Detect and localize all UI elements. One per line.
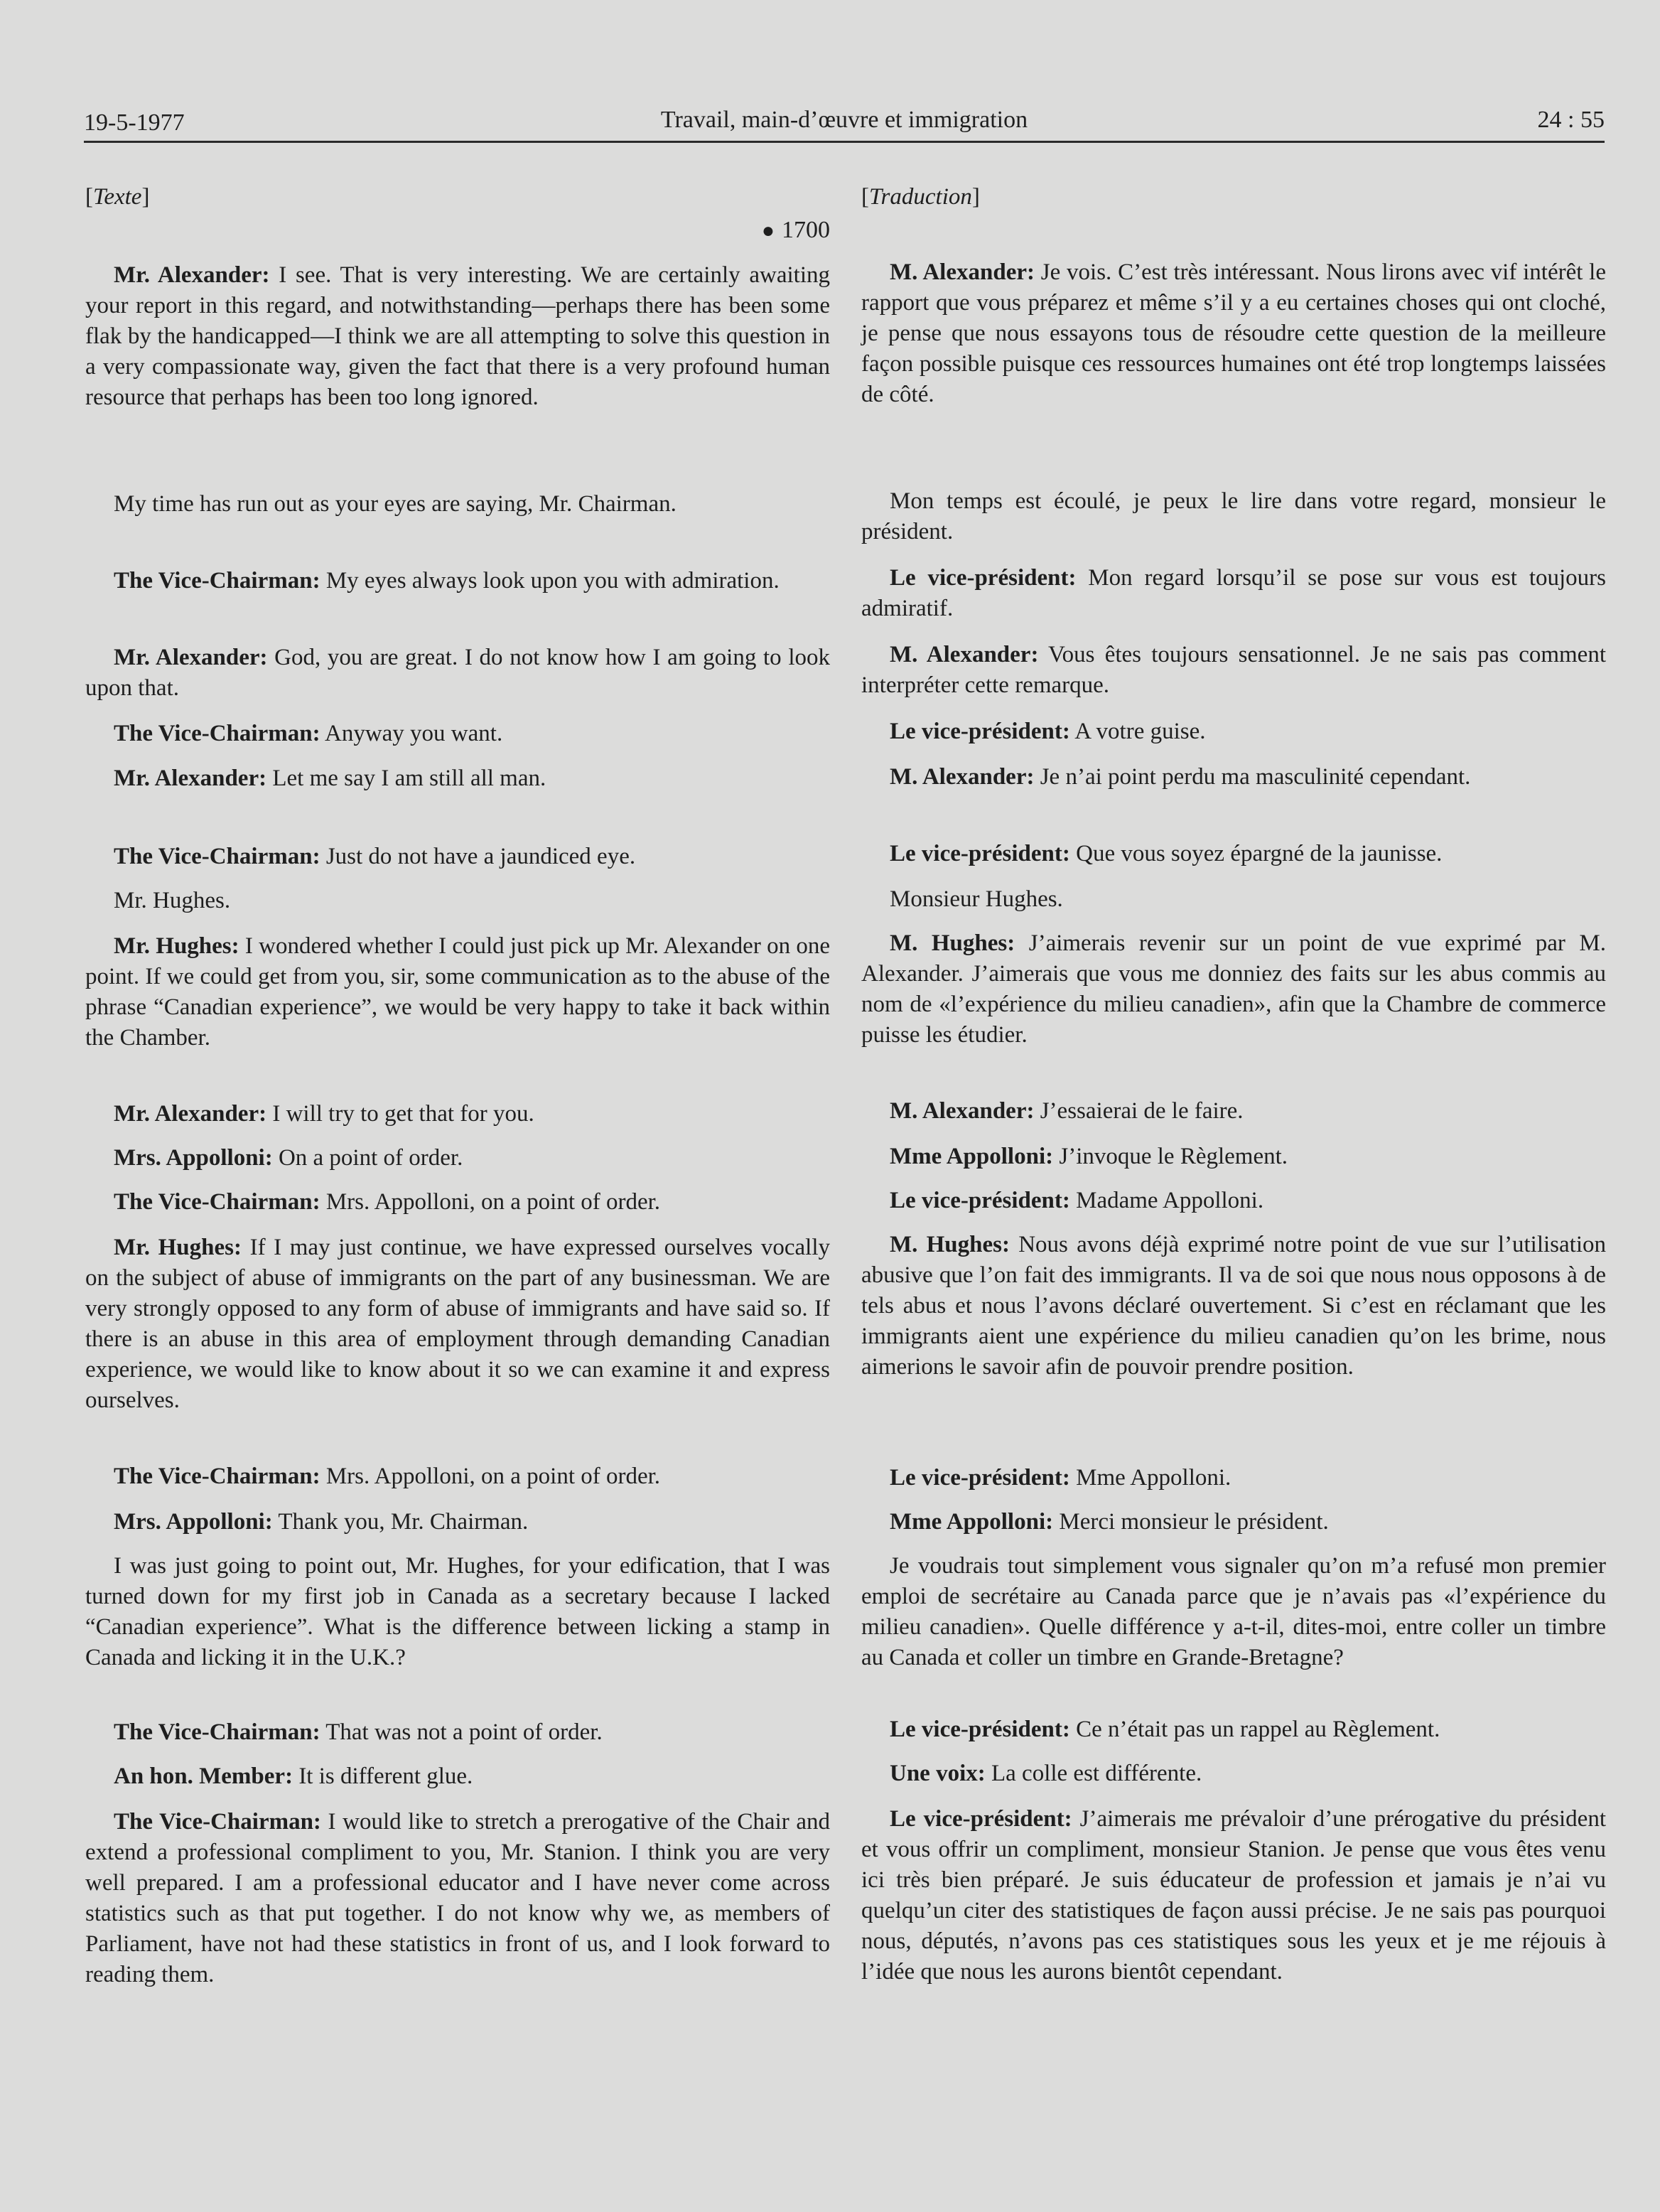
paragraph: [85, 1807, 830, 1990]
speech: Mrs. Appolloni, on a point of order.: [320, 1464, 661, 1489]
paragraph: [85, 643, 830, 704]
speech: My eyes always look upon you with admiration.: [320, 568, 780, 594]
speech: On a point of order.: [272, 1145, 463, 1171]
speech: J’invoque le Règlement.: [1053, 1144, 1288, 1169]
speech: Je vois. C’est très intéressant. Nous lirons avec vif intérêt le rapport que vous préparez et même s’il y a eu certaines choses qui ont cloché, je pense que nous essayons tous de résoudre cette question de la meilleure façon possible puisque ces ressources humaines ont été trop longtemps laissées de côté.: [861, 259, 1606, 407]
speaker: Mr. Alexander:: [114, 1101, 267, 1127]
speaker: M. Hughes:: [890, 930, 1015, 956]
speaker: M. Alexander:: [890, 642, 1039, 667]
paragraph: [85, 1233, 830, 1416]
speech: Que vous soyez épargné de la jaunisse.: [1069, 841, 1443, 866]
running-header: [84, 98, 1605, 143]
paragraph: [861, 1186, 1606, 1216]
speaker: Mme Appolloni:: [890, 1144, 1054, 1169]
speech: A votre guise.: [1069, 719, 1206, 744]
speech: Monsieur Hughes.: [890, 886, 1063, 912]
speaker: Mrs. Appolloni:: [114, 1509, 273, 1535]
paragraph: [85, 1761, 830, 1792]
speaker: An hon. Member:: [114, 1763, 293, 1789]
paragraph: [861, 1759, 1606, 1789]
speech: I will try to get that for you.: [266, 1101, 534, 1127]
speaker: Mr. Alexander:: [114, 262, 270, 288]
speaker: Mrs. Appolloni:: [114, 1145, 273, 1171]
speech: I would like to stretch a prerogative of the Chair and extend a professional compliment to you, Mr. Stanion. I think you are very well prepared. I am a professional educator and I have never come across statistics such as that put together. I do not know why we, as members of Parliament, have not had these statistics in front of us, and I look forward to reading them.: [85, 1809, 830, 1987]
speech: Mrs. Appolloni, on a point of order.: [320, 1189, 661, 1215]
speech: That was not a point of order.: [320, 1719, 603, 1745]
paragraph: [85, 1099, 830, 1129]
speaker: The Vice-Chairman:: [114, 844, 320, 869]
speaker: Le vice-président:: [890, 1465, 1070, 1491]
speech: Mon temps est écoulé, je peux le lire dans votre regard, monsieur le président.: [861, 488, 1606, 544]
speaker: M. Alexander:: [890, 764, 1035, 790]
column-tag-text: Texte: [93, 184, 142, 210]
paragraph: [85, 1551, 830, 1673]
paragraph: [861, 1142, 1606, 1172]
speech: God, you are great. I do not know how I am going to look upon that.: [85, 645, 830, 701]
speech: I see. That is very interesting. We are certainly awaiting your report in this regard, and notwithstanding—perhaps there has been some flak by the handicapped—I think we are all attempting to solve this question in a very compassionate way, given the fact that there is a very profound human resource that perhaps has been too long ignored.: [85, 262, 830, 410]
paragraph: [85, 566, 830, 596]
speech: I was just going to point out, Mr. Hughes, for your edification, that I was turned down for my first job in Canada as a secretary because I lacked “Canadian experience”. What is the difference between licking a stamp in Canada and licking it in the U.K.?: [85, 1553, 830, 1670]
column-tag: [Traduction]: [861, 184, 980, 210]
paragraph: [861, 1230, 1606, 1382]
paragraph: [861, 1551, 1606, 1673]
speech: J’essaierai de le faire.: [1034, 1098, 1244, 1124]
speech: Just do not have a jaundiced eye.: [320, 844, 636, 869]
paragraph: [85, 1717, 830, 1748]
header-date: 19-5-1977: [84, 109, 185, 136]
column-tag-text: Traduction: [869, 184, 972, 210]
paragraph: [861, 1714, 1606, 1745]
paragraph: [85, 260, 830, 413]
speaker: The Vice-Chairman:: [114, 1809, 321, 1835]
speaker: Le vice-président:: [890, 719, 1070, 744]
paragraph: [85, 1187, 830, 1218]
paragraph: [861, 563, 1606, 624]
speech: Je voudrais tout simplement vous signaler qu’on m’a refusé mon premier emploi de secrétaire au Canada parce que je n’avais pas «l’expérience du milieu canadien». Quelle différence y a-t-il, dites-moi, entre coller un timbre au Canada et coller un timbre en Grande-Bretagne?: [861, 1553, 1606, 1670]
paragraph: [85, 1461, 830, 1492]
paragraph: [85, 489, 830, 520]
speaker: M. Hughes:: [890, 1232, 1010, 1257]
speaker: The Vice-Chairman:: [114, 1189, 320, 1215]
paragraph: [861, 1804, 1606, 1987]
paragraph: [861, 762, 1606, 793]
speech: Mme Appolloni.: [1069, 1465, 1231, 1491]
speaker: Mr. Hughes:: [114, 1235, 242, 1260]
paragraph: [861, 1507, 1606, 1537]
paragraph: [85, 1143, 830, 1174]
speech: Anyway you want.: [320, 721, 503, 746]
speech: Let me say I am still all man.: [266, 766, 546, 791]
paragraph: [861, 884, 1606, 915]
bullet-icon: ●: [761, 219, 775, 242]
speech: Mr. Hughes.: [114, 888, 231, 913]
paragraph: [85, 842, 830, 872]
speaker: Mr. Alexander:: [114, 645, 268, 670]
speaker: The Vice-Chairman:: [114, 1719, 320, 1745]
speech: Nous avons déjà exprimé notre point de vue sur l’utilisation abusive que l’on fait des immigrants. Il va de soi que nous nous opposons à de tels abus et nous l’avons déclaré ouvertement. Si c’est en réclamant que les immigrants aient une expérience du milieu canadien qu’on les brime, nous aimerions le savoir afin de pouvoir prendre position.: [861, 1232, 1606, 1380]
speaker: Le vice-président:: [890, 1806, 1072, 1832]
speech: Mon regard lorsqu’il se pose sur vous est toujours admiratif.: [861, 565, 1606, 621]
header-page-number: 24 : 55: [1537, 107, 1605, 133]
speech: Je n’ai point perdu ma masculinité cependant.: [1034, 764, 1471, 790]
column-tag: [Texte]: [85, 184, 150, 210]
paragraph: [861, 486, 1606, 547]
paragraph: [861, 1096, 1606, 1127]
speech: Merci monsieur le président.: [1053, 1509, 1329, 1535]
header-title: Travail, main-d’œuvre et immigration: [660, 107, 1028, 133]
speaker: Le vice-président:: [890, 1188, 1070, 1213]
speech: My time has run out as your eyes are saying, Mr. Chairman.: [114, 491, 677, 517]
time-value: 1700: [782, 217, 830, 243]
speech: If I may just continue, we have expressed ourselves vocally on the subject of abuse of immigrants on the part of any businessman. We are very strongly opposed to any form of abuse of immigrants and have said so. If there is an abuse in this area of employment through demanding Canadian experience, we would like to know about it so we can examine it and express ourselves.: [85, 1235, 831, 1413]
speaker: Le vice-président:: [890, 1717, 1070, 1742]
paragraph: [861, 839, 1606, 869]
speech: Thank you, Mr. Chairman.: [272, 1509, 529, 1535]
speech: J’aimerais me prévaloir d’une prérogative du président et vous offrir un compliment, monsieur Stanion. Je pense que vous êtes venu ici très bien préparé. Je suis éducateur de profession et jamais je n’ai vu quelqu’un citer des statistiques de façon aussi précise. Je ne sais pas pourquoi nous, députés, n’avons pas ces statistiques sous les yeux et je me réjouis à l’idée que nous les aurons bientôt cependant.: [861, 1806, 1606, 1985]
paragraph: [861, 716, 1606, 747]
speech: Vous êtes toujours sensationnel. Je ne sais pas comment interpréter cette remarque.: [861, 642, 1606, 698]
paragraph: [861, 928, 1606, 1051]
time-marker: [762, 215, 830, 246]
speech: La colle est différente.: [985, 1761, 1202, 1786]
speaker: M. Alexander:: [890, 1098, 1035, 1124]
paragraph: [861, 640, 1606, 701]
speaker: Le vice-président:: [890, 841, 1070, 866]
speech: I wondered whether I could just pick up Mr. Alexander on one point. If we could get from you, sir, some communication as to the abuse of the phrase “Canadian experience”, we would be very happy to take it back within the Chamber.: [85, 933, 830, 1051]
speaker: Le vice-président:: [890, 565, 1077, 591]
paragraph: [85, 886, 830, 916]
paragraph: [85, 1507, 830, 1537]
paragraph: [861, 257, 1606, 410]
speaker: Une voix:: [890, 1761, 986, 1786]
paragraph: [85, 931, 830, 1053]
speaker: Mr. Hughes:: [114, 933, 239, 959]
speaker: Mme Appolloni:: [890, 1509, 1054, 1535]
paragraph: [861, 1463, 1606, 1493]
speaker: The Vice-Chairman:: [114, 721, 320, 746]
speech: Madame Appolloni.: [1069, 1188, 1264, 1213]
paragraph: [85, 763, 830, 794]
speech: J’aimerais revenir sur un point de vue exprimé par M. Alexander. J’aimerais que vous me donniez des faits sur les abus commis au nom de «l’expérience du milieu canadien», afin que la Chambre de commerce puisse les étudier.: [861, 930, 1606, 1048]
speaker: M. Alexander:: [890, 259, 1035, 285]
speaker: Mr. Alexander:: [114, 766, 267, 791]
speaker: The Vice-Chairman:: [114, 1464, 320, 1489]
speech: Ce n’était pas un rappel au Règlement.: [1069, 1717, 1440, 1742]
paragraph: [85, 719, 830, 749]
speech: It is different glue.: [293, 1763, 473, 1789]
speaker: The Vice-Chairman:: [114, 568, 320, 594]
